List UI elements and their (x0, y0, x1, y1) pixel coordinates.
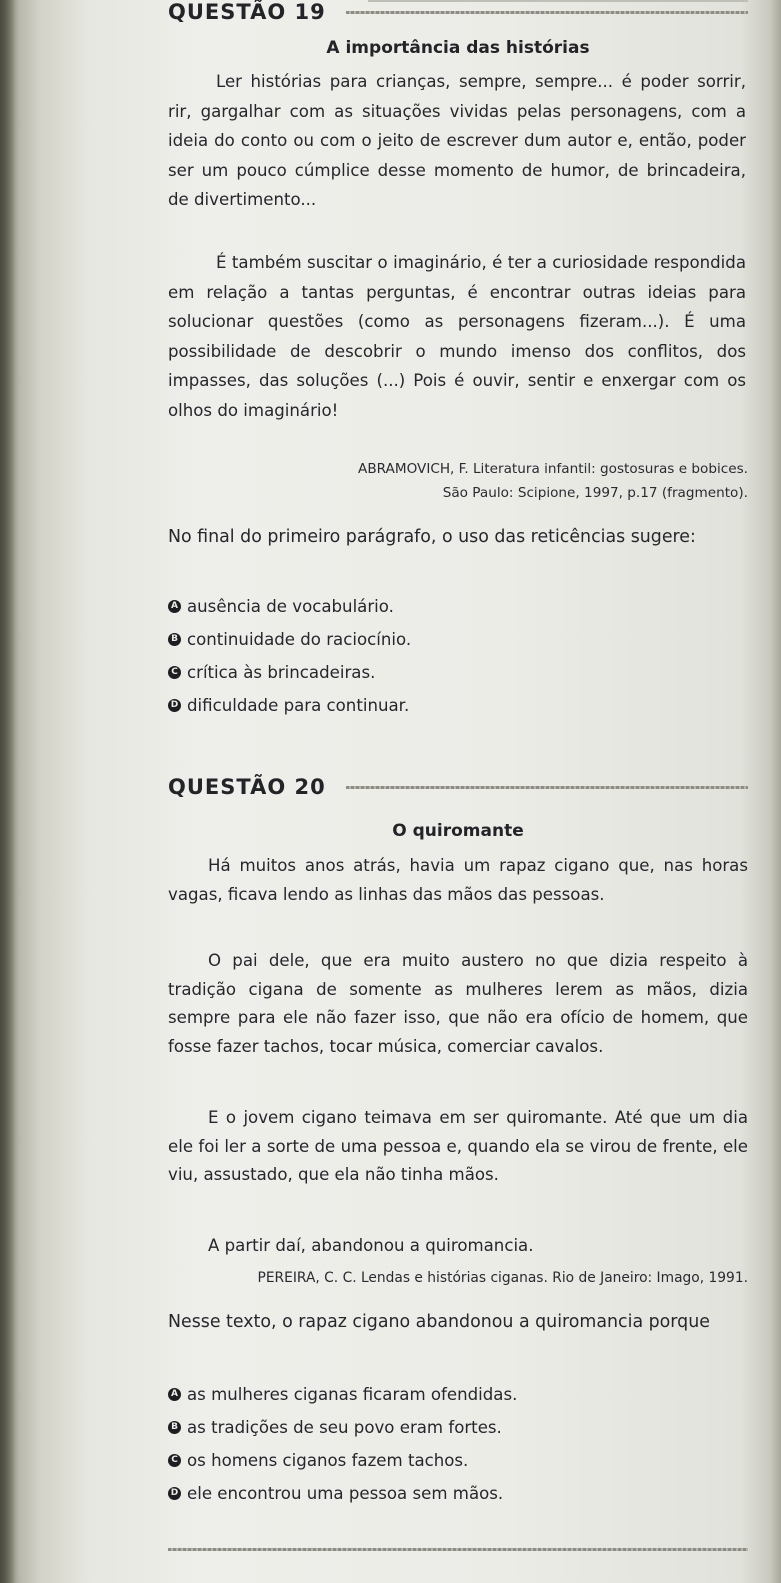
question-20-options (168, 1378, 748, 1510)
question-20-prompt: Nesse texto, o rapaz cigano abandonou a quiromancia porque (168, 1312, 710, 1332)
question-19-prompt: No final do primeiro parágrafo, o uso das reticências sugere: (168, 527, 696, 547)
option-letter-badge: D (168, 699, 181, 712)
option-text: as mulheres ciganas ficaram ofendidas. (187, 1385, 518, 1404)
option-letter-badge: B (168, 1421, 181, 1434)
option-text: continuidade do raciocínio. (187, 630, 412, 649)
page-edge-shadow (0, 0, 16, 1583)
question-20-header (168, 775, 748, 799)
question-19-rule (346, 11, 748, 14)
question-19-option-c[interactable] (168, 656, 748, 689)
question-19-source-line-1: ABRAMOVICH, F. Literatura infantil: gostosuras e bobices. (358, 461, 748, 477)
question-19-paragraph-1: Ler histórias para crianças, sempre, sempre... é poder sorrir, rir, gargalhar com as situações vividas pelas personagens, com a ideia do conto ou com o jeito de escrever dum autor e, então, poder ser um pouco cúmplice desse momento de humor, de brincadeira, de divertimento... (168, 72, 746, 209)
question-20-option-c[interactable] (168, 1444, 748, 1477)
question-19-option-a[interactable] (168, 590, 748, 623)
option-letter-badge: B (168, 633, 181, 646)
question-20-paragraph-3: E o jovem cigano teimava em ser quiromante. Até que um dia ele foi ler a sorte de uma pessoa e, quando ela se virou de frente, ele viu, assustado, que ela não tinha mãos. (168, 1108, 748, 1184)
question-20-paragraph-1: Há muitos anos atrás, havia um rapaz cigano que, nas horas vagas, ficava lendo as linhas das mãos das pessoas. (168, 856, 748, 904)
question-20-source: PEREIRA, C. C. Lendas e histórias ciganas. Rio de Janeiro: Imago, 1991. (257, 1270, 748, 1286)
question-20-option-a[interactable] (168, 1378, 748, 1411)
option-text: os homens ciganos fazem tachos. (187, 1451, 469, 1470)
question-19-text-title: A importância das histórias (326, 38, 590, 58)
question-20-rule (346, 786, 748, 789)
question-19-source-line-2: São Paulo: Scipione, 1997, p.17 (fragmento). (442, 485, 748, 501)
option-text: ausência de vocabulário. (187, 597, 394, 616)
option-letter-badge: D (168, 1487, 181, 1500)
question-20-title: QUESTÃO 20 (168, 775, 326, 799)
question-19-paragraph-2: É também suscitar o imaginário, é ter a curiosidade respondida em relação a tantas perguntas, é encontrar outras ideias para solucionar questões (como as personagens fizeram...). É uma possibilidade de descobrir o mundo imenso dos conflitos, dos impasses, das soluções (...) Pois é ouvir, sentir e enxergar com os olhos do imaginário! (168, 253, 746, 420)
question-19-options (168, 590, 748, 722)
option-letter-badge: C (168, 666, 181, 679)
question-20-text-title: O quiromante (392, 821, 524, 841)
option-text: dificuldade para continuar. (187, 696, 410, 715)
question-20-option-d[interactable] (168, 1477, 748, 1510)
question-20-paragraph-4: A partir daí, abandonou a quiromancia. (208, 1236, 534, 1255)
option-text: crítica às brincadeiras. (187, 663, 376, 682)
question-19-option-b[interactable] (168, 623, 748, 656)
question-19-title: QUESTÃO 19 (168, 0, 326, 24)
option-letter-badge: A (168, 600, 181, 613)
option-letter-badge: A (168, 1388, 181, 1401)
question-19-header (168, 0, 748, 24)
question-20-option-b[interactable] (168, 1411, 748, 1444)
question-20-paragraph-2: O pai dele, que era muito austero no que dizia respeito à tradição cigana de somente as mulheres lerem as mãos, dizia sempre para ele não fazer isso, que não era ofício de homem, que fosse fazer tachos, tocar música, comerciar cavalos. (168, 951, 748, 1056)
bottom-rule (168, 1548, 748, 1551)
question-19-option-d[interactable] (168, 689, 748, 722)
option-text: as tradições de seu povo eram fortes. (187, 1418, 502, 1437)
option-text: ele encontrou uma pessoa sem mãos. (187, 1484, 504, 1503)
option-letter-badge: C (168, 1454, 181, 1467)
